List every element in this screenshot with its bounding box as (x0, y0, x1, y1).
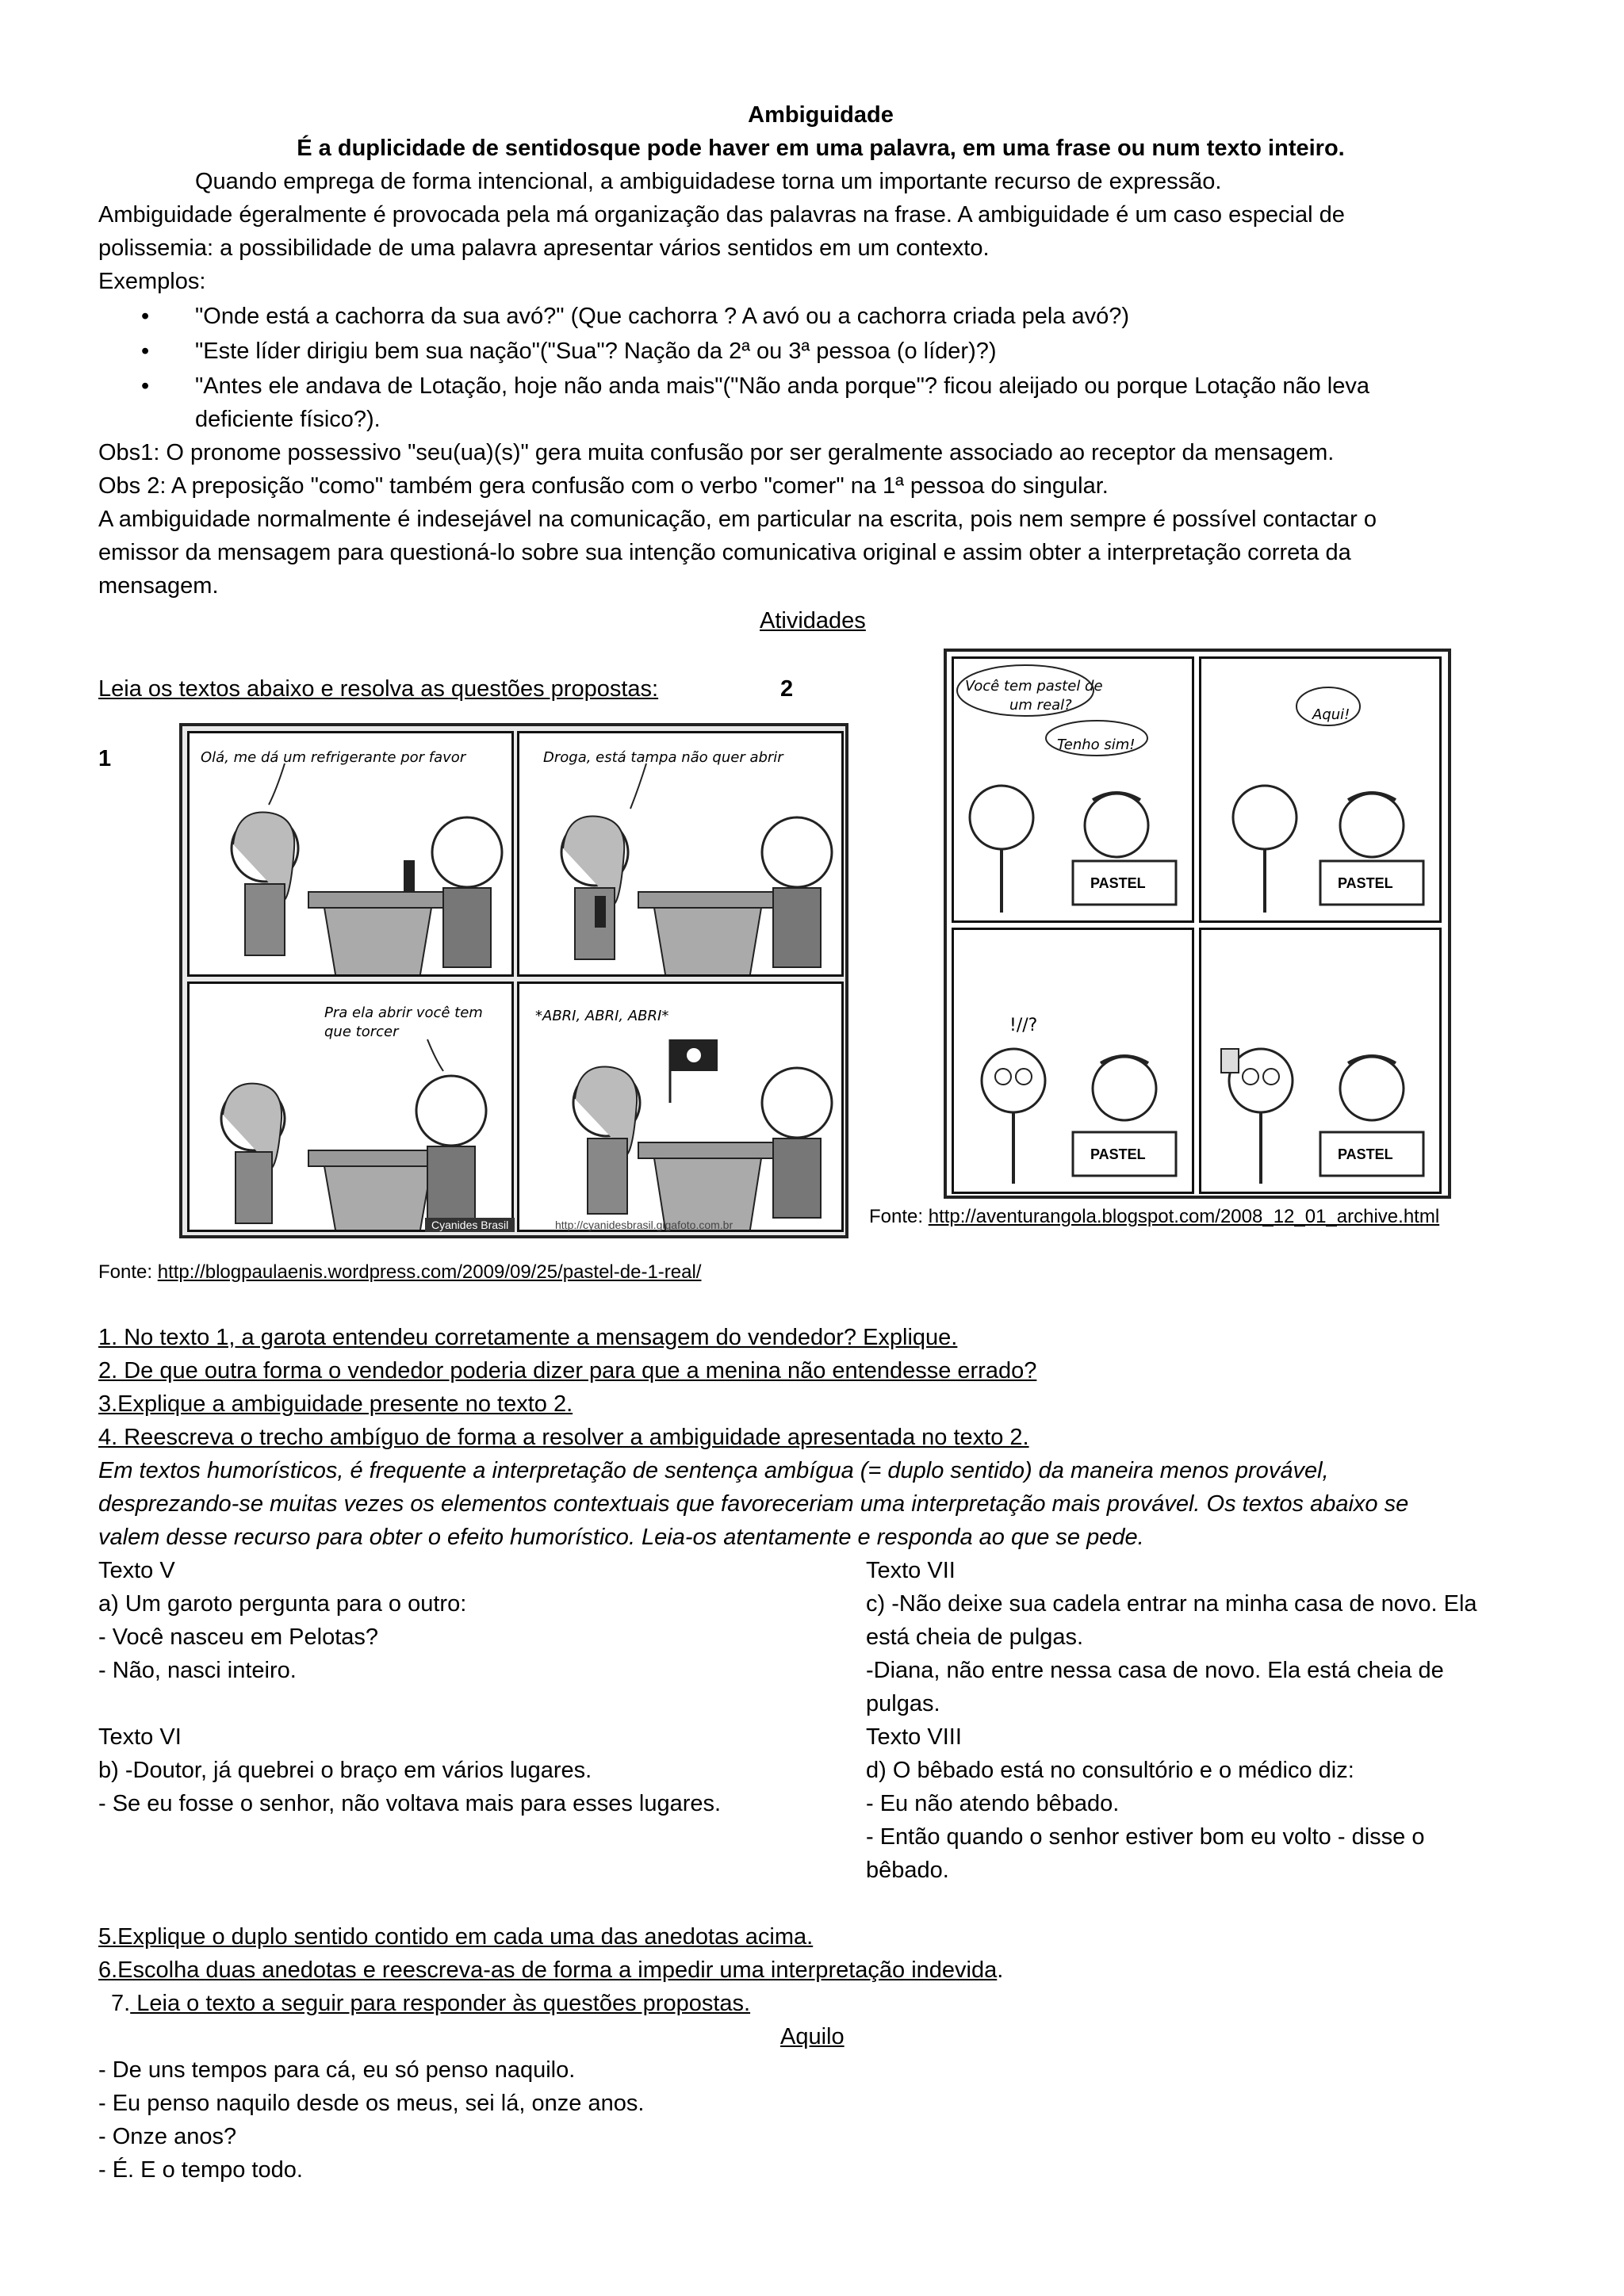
comic-1 (179, 723, 848, 1238)
source-1-label: Fonte: (98, 1261, 158, 1283)
paragraph-2-line-1: A ambiguidade normalmente é indesejável na comunicação, em particular na escrita, pois nem sempre é possível contactar o (98, 507, 1377, 532)
comic-1-url: http://cyanidesbrasil.gigafoto.com.br (555, 1219, 733, 1231)
comic-2-bubble-4: !//? (1009, 1016, 1038, 1035)
comic-1-speech-3a: Pra ela abrir você tem (324, 1004, 483, 1021)
comic-1-speech-3b: que torcer (324, 1024, 399, 1040)
activities-heading: Atividades (760, 608, 866, 633)
comic-1-panel-3 (187, 982, 514, 1232)
example-3-continued: deficiente físico?). (195, 407, 381, 432)
question-7-number: 7. (111, 1991, 131, 2016)
comic-2-sign-2: PASTEL (1338, 875, 1393, 891)
comic-2-bubble-2: Tenho sim! (1057, 737, 1136, 753)
source-1-link[interactable]: http://blogpaulaenis.wordpress.com/2009/09/25/pastel-de-1-real/ (157, 1261, 702, 1283)
paragraph-2-line-3: mensagem. (98, 573, 219, 599)
obs-2: Obs 2: A preposição "como" também gera confusão com o verbo "comer" na 1ª pessoa do singular. (98, 473, 1109, 499)
comic-2-sign-3: PASTEL (1090, 1146, 1146, 1162)
humor-intro-line-1: Em textos humorísticos, é frequente a interpretação de sentença ambígua (= duplo sentido) da maneira menos provável, (98, 1458, 1329, 1483)
document-title: Ambiguidade (748, 102, 894, 128)
aquilo-line-3: - Onze anos? (98, 2124, 237, 2149)
aquilo-title: Aquilo (780, 2024, 845, 2049)
comic-2-sign-1: PASTEL (1090, 875, 1146, 891)
text-label-2: 2 (780, 676, 794, 702)
example-1: "Onde está a cachorra da sua avó?" (Que cachorra ? A avó ou a cachorra criada pela avó?) (195, 304, 1130, 329)
comic-2-panel-3-drawing (954, 930, 1194, 1194)
question-6 (98, 1954, 1526, 1987)
humor-intro-line-2: desprezando-se muitas vezes os elementos contextuais que favoreceriam uma interpretação mais provável. Os textos abaixo se (98, 1491, 1409, 1517)
texto-vi-title: Texto VI (98, 1724, 182, 1750)
source-2-label: Fonte: (869, 1206, 929, 1227)
examples-label: Exemplos: (98, 269, 206, 294)
source-1 (98, 1261, 701, 1284)
question-3: 3.Explique a ambiguidade presente no texto 2. (98, 1391, 573, 1417)
texto-viii-d: d) O bêbado está no consultório e o médico diz: (866, 1758, 1354, 1783)
comic-2-panel-3 (952, 928, 1194, 1194)
comic-1-panel-1 (187, 731, 514, 977)
question-1: 1. No texto 1, a garota entendeu corretamente a mensagem do vendedor? Explique. (98, 1325, 958, 1350)
obs-1: Obs1: O pronome possessivo "seu(ua)(s)" gera muita confusão por ser geralmente associado ao receptor da mensagem. (98, 440, 1335, 465)
comic-1-watermark: Cyanides Brasil (425, 1218, 515, 1232)
comic-2-panel-1 (952, 656, 1194, 923)
source-2 (869, 1205, 1439, 1229)
humor-intro-line-3: valem desse recurso para obter o efeito humorístico. Leia-os atentamente e responda ao que se pede. (98, 1525, 1144, 1550)
comic-2-bubble-1b: um real? (1009, 697, 1072, 714)
question-2: 2. De que outra forma o vendedor poderia dizer para que a menina não entendesse errado? (98, 1358, 1037, 1383)
example-3: "Antes ele andava de Lotação, hoje não anda mais"("Não anda porque"? ficou aleijado ou porque Lotação não leva (195, 373, 1369, 399)
texto-v-line-1: - Você nasceu em Pelotas? (98, 1624, 379, 1650)
question-6-text: 6.Escolha duas anedotas e reescreva-as de forma a impedir uma interpretação indevida (98, 1957, 998, 1983)
comic-1-panel-3-drawing (190, 984, 514, 1232)
texto-viii-line-1: - Eu não atendo bêbado. (866, 1791, 1120, 1816)
text-label-1: 1 (98, 746, 112, 771)
comic-1-panel-2 (517, 731, 844, 977)
paragraph-1-line-1: Ambiguidade égeralmente é provocada pela má organização das palavras na frase. A ambiguidade é um caso especial de (98, 202, 1345, 228)
texto-v-a: a) Um garoto pergunta para o outro: (98, 1591, 467, 1617)
paragraph-2-line-2: emissor da mensagem para questioná-lo sobre sua intenção comunicativa original e assim obter a interpretação correta da (98, 540, 1351, 565)
question-6-dot: . (997, 1957, 1004, 1983)
comic-1-panel-4 (517, 982, 844, 1232)
texto-viii-line-2: - Então quando o senhor estiver bom eu volto - disse o (866, 1824, 1425, 1850)
question-5: 5.Explique o duplo sentido contido em cada uma das anedotas acima. (98, 1924, 814, 1950)
comic-1-speech-1: Olá, me dá um refrigerante por favor (201, 749, 466, 766)
texto-vii-d-line-2: pulgas. (866, 1691, 940, 1716)
source-2-link[interactable]: http://aventurangola.blogspot.com/2008_12_01_archive.html (928, 1206, 1440, 1227)
aquilo-line-2: - Eu penso naquilo desde os meus, sei lá, onze anos. (98, 2091, 645, 2116)
bullet-dot: • (141, 373, 150, 399)
document-subtitle: É a duplicidade de sentidosque pode haver em uma palavra, em uma frase ou num texto inteiro. (297, 136, 1345, 161)
question-7 (111, 1987, 750, 2020)
texto-vi-b: b) -Doutor, já quebrei o braço em vários lugares. (98, 1758, 592, 1783)
texto-vii-d-line-1: -Diana, não entre nessa casa de novo. Ela está cheia de (866, 1658, 1444, 1683)
activities-instruction: Leia os textos abaixo e resolva as questões propostas: (98, 676, 659, 702)
texto-v-title: Texto V (98, 1558, 175, 1583)
comic-1-panel-2-drawing (519, 733, 844, 977)
paragraph-1-line-2: polissemia: a possibilidade de uma palavra apresentar vários sentidos em um contexto. (98, 235, 990, 261)
comic-2 (944, 649, 1451, 1199)
texto-viii-title: Texto VIII (866, 1724, 962, 1750)
comic-2-panel-2-drawing (1201, 659, 1442, 923)
comic-1-speech-2: Droga, está tampa não quer abrir (543, 749, 783, 766)
texto-v-line-2: - Não, nasci inteiro. (98, 1658, 297, 1683)
bullet-dot: • (141, 304, 150, 329)
texto-viii-line-3: bêbado. (866, 1858, 949, 1883)
aquilo-line-4: - É. E o tempo todo. (98, 2157, 303, 2183)
bullet-dot: • (141, 339, 150, 364)
comic-2-panel-4-drawing (1201, 930, 1442, 1194)
example-2: "Este líder dirigiu bem sua nação"("Sua"? Nação da 2ª ou 3ª pessoa (o líder)?) (195, 339, 997, 364)
question-7-text: Leia o texto a seguir para responder às questões propostas. (130, 1991, 751, 2016)
comic-2-panel-1-drawing (954, 659, 1194, 923)
comic-1-speech-4: *ABRI, ABRI, ABRI* (535, 1008, 669, 1024)
question-4: 4. Reescreva o trecho ambíguo de forma a resolver a ambiguidade apresentada no texto 2. (98, 1425, 1029, 1450)
comic-2-bubble-1a: Você tem pastel de (965, 678, 1103, 695)
texto-vii-c-line-2: está cheia de pulgas. (866, 1624, 1084, 1650)
comic-2-sign-4: PASTEL (1338, 1146, 1393, 1162)
texto-vii-title: Texto VII (866, 1558, 956, 1583)
intro-line: Quando emprega de forma intencional, a ambiguidadese torna um importante recurso de expressão. (195, 169, 1222, 194)
comic-2-bubble-3: Aqui! (1312, 706, 1350, 723)
comic-2-panel-2 (1199, 656, 1442, 923)
aquilo-line-1: - De uns tempos para cá, eu só penso naquilo. (98, 2057, 576, 2083)
comic-1-panel-4-drawing (519, 984, 844, 1232)
texto-vii-c-line-1: c) -Não deixe sua cadela entrar na minha casa de novo. Ela (866, 1591, 1477, 1617)
comic-1-panel-1-drawing (190, 733, 514, 977)
texto-vi-line-1: - Se eu fosse o senhor, não voltava mais para esses lugares. (98, 1791, 722, 1816)
comic-2-panel-4 (1199, 928, 1442, 1194)
